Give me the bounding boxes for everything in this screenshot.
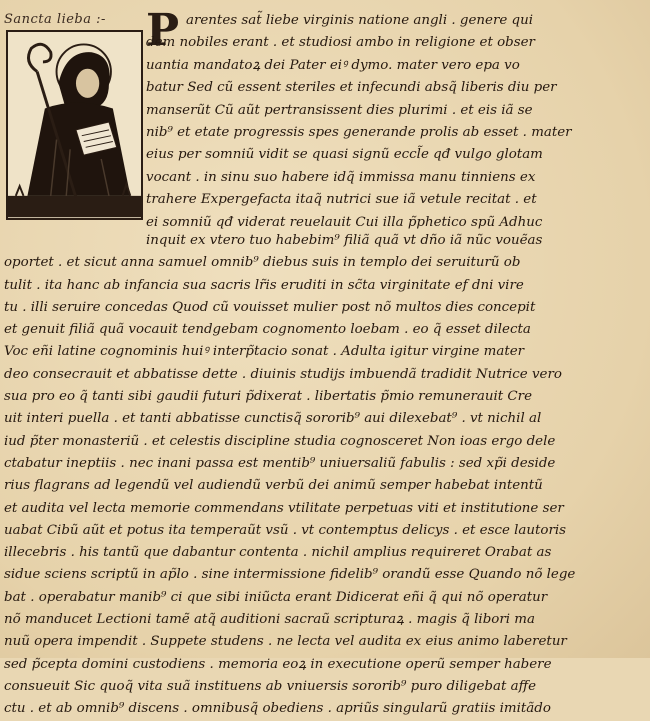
text-line: tulit . ita hanc ab infancia sua sacris lr̃is eruditi in sc̃ta virginitate ef dni vire <box>4 277 524 293</box>
text-line: et audita vel lecta memorie commendans vtilitate perpetuas viti et institutione ser <box>4 500 564 516</box>
rubric-heading: Sancta lieba :- <box>4 12 106 27</box>
text-line: sed p̃cepta domini custodiens . memoria eoꝝ in executione operũ semper habere <box>4 656 552 672</box>
text-line: arentes sat̃ liebe virginis natione angli . genere qui <box>186 13 533 28</box>
text-line: ei somniũ qđ viderat reuelauit Cui illa p̃phetico spũ Adhuc <box>146 214 543 230</box>
text-line: oportet . et sicut anna samuel omnib⁹ diebus suis in templo dei seruiturũ ob <box>4 255 521 271</box>
text-line: deo consecrauit et abbatisse dette . diuinis studijs imbuendã tradidit Nutrice vero <box>4 366 562 382</box>
text-line: ctabatur ineptiis . nec inani passa est mentib⁹ uniuersaliũ fabulis : sed xp̃i deside <box>4 455 556 471</box>
text-line: dem nobiles erant . et studiosi ambo in religione et obser <box>146 35 535 51</box>
text-line: batur Sed cũ essent steriles et infecundi absq̃ liberis diu per <box>146 80 557 96</box>
text-line: sua pro eo q̃ tanti sibi gaudii futuri p̃dixerat . libertatis p̃mio remunerauit Cre <box>4 389 532 405</box>
text-line: illecebris . his tantũ que dabantur contenta . nichil amplius requireret Orabat as <box>4 545 552 561</box>
text-line: eius per somniũ vidit se quasi signũ eccl̃e qđ vulgo glotam <box>146 147 543 163</box>
text-line: inquit ex vtero tuo habebim⁹ filiã quã vt dño iã nũc vouẽas <box>146 233 543 248</box>
text-line: ctu . et ab omnib⁹ discens . omnibusq̃ obediens . apriũs singularũ gratiis imitãdo <box>4 701 551 717</box>
text-line: uabat Cibũ aũt et potus ita temperaũt vsũ . vt contemptus delicys . et esce lautoris <box>4 522 567 538</box>
text-line: manserũt Cũ aũt pertransissent dies plurimi . et eis iã se <box>146 102 533 118</box>
text-line: bat . operabatur manib⁹ ci que sibi iniũcta erant Didicerat eñi q̃ qui nõ operatur <box>4 589 548 605</box>
saint-woodcut-illustration <box>6 30 143 220</box>
text-line: rius flagrans ad legendũ vel audiendũ verbũ dei animũ semper habebat intentũ <box>4 478 543 494</box>
saint-figure-icon <box>8 32 141 218</box>
text-line: Voc eñi latine cognominis huiꝰ interp̃tacio sonat . Adulta igitur virgine mater <box>4 344 525 360</box>
decorated-initial: P <box>146 5 180 56</box>
text-line: nuũ opera impendit . Suppete studens . ne lecta vel audita ex eius animo laberetur <box>4 634 567 650</box>
text-line: nõ manducet Lectioni tamẽ atq̃ auditioni sacraũ scripturaꝝ . magis q̃ libori ma <box>4 612 535 628</box>
text-line: consueuit Sic quoq̃ vita suã instituens ab vniuersis sororib⁹ puro diligebat affe <box>4 678 536 694</box>
text-line: vocant . in sinu suo habere idq̃ immissa manu tinniens ex <box>146 169 536 185</box>
text-line: uit interi puella . et tanti abbatisse cunctisq̃ sororib⁹ aui dilexebat⁹ . vt nichil al <box>4 411 542 427</box>
text-line: et genuit filiã quã vocauit tendgebam cognomento loebam . eo q̃ esset dilecta <box>4 322 531 338</box>
text-line: trahere Expergefacta itaq̃ nutrici sue iã vetule recitat . et <box>146 192 537 208</box>
text-line: iud p̃ter monasteriũ . et celestis discipline studia cognosceret Non ioas ergo dele <box>4 433 556 449</box>
text-line: sidue sciens scriptũ in ap̃lo . sine intermissione fidelib⁹ orandũ esse Quando nõ lege <box>4 567 576 583</box>
text-column-top <box>146 5 642 234</box>
text-line: tu . illi seruire concedas Quod cũ vouisset mulier post nõ multos dies concepit <box>4 299 536 315</box>
text-line: uantia mandatoꝝ dei Pater eiꝰ dymo. mater vero epa vo <box>146 57 520 73</box>
text-line: nib⁹ et etate progressis spes generande prolis ab esset . mater <box>146 124 572 140</box>
text-full-width <box>4 230 646 721</box>
